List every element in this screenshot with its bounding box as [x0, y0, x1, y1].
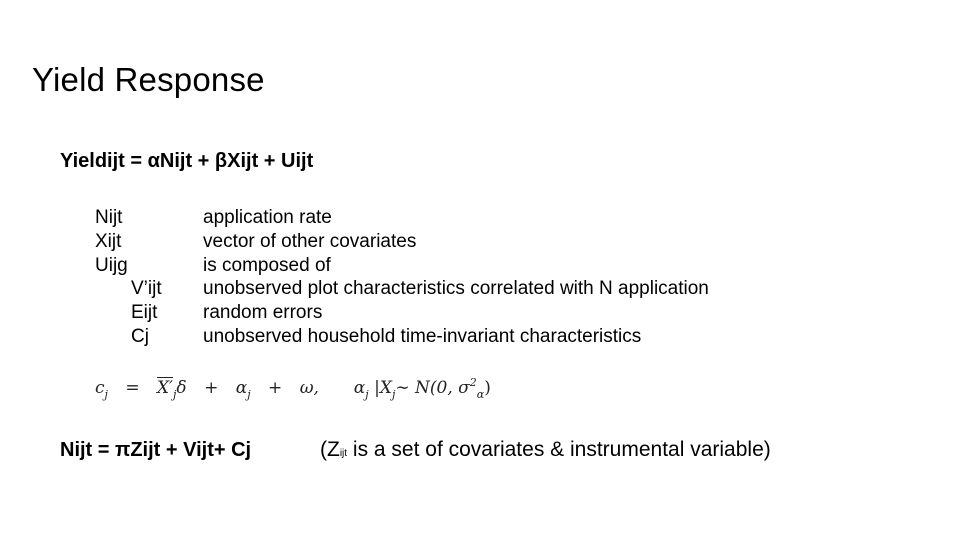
definition-description: random errors [203, 302, 323, 324]
formula-given-bar: | [374, 378, 380, 398]
formula-xbar-subscript: j [172, 388, 177, 401]
household-effect-formula [95, 373, 491, 405]
definition-term: V’ijt [131, 278, 162, 300]
formula-alpha-subscript: j [247, 388, 251, 401]
definition-description: vector of other covariates [203, 230, 417, 252]
formula-alpha: α [353, 378, 366, 398]
formula-delta: δ [176, 378, 187, 398]
definition-term: Xijt [95, 230, 122, 252]
definition-term: Cj [131, 325, 149, 347]
note-open: (Z [320, 438, 340, 461]
definition-description: application rate [203, 207, 332, 228]
note-rest: is a set of covariates & instrumental variable) [347, 438, 771, 461]
formula-sigma-subscript: α [476, 388, 485, 401]
formula-lhs-subscript: j [104, 388, 108, 401]
note-subscript: ijt [339, 448, 348, 459]
definition-description: is composed of [203, 254, 331, 276]
definition-description: unobserved plot characteristics correlated with N application [203, 278, 709, 300]
formula-omega: ω, [299, 378, 319, 398]
definition-description: unobserved household time-invariant characteristics [203, 325, 642, 347]
formula-close-paren: ) [484, 378, 491, 398]
formula-plus: + [268, 378, 283, 398]
formula-x-subscript: j [391, 388, 396, 401]
slide-title: Yield Response [32, 61, 265, 98]
definition-term: Eijt [131, 302, 158, 324]
formula-alpha-subscript: j [365, 388, 369, 401]
formula-lhs: c [95, 378, 105, 398]
definition-term: Nijt [95, 207, 123, 228]
n-equation-note [320, 435, 771, 469]
formula-xbar: X′ [157, 378, 173, 398]
yield-equation: Yieldijt = αNijt + βXijt + Uijt [60, 150, 314, 172]
formula-plus: + [204, 378, 219, 398]
n-equation: Nijt = πZijt + Vijt+ Cj [60, 439, 252, 461]
formula-sigma-superscript: 2 [469, 376, 477, 389]
formula-equals: = [125, 378, 140, 398]
formula-alpha: α [235, 378, 248, 398]
definition-term: Uijg [95, 254, 128, 276]
formula-distribution: ∼ N(0, σ [395, 378, 470, 398]
formula-x: X [379, 378, 392, 398]
